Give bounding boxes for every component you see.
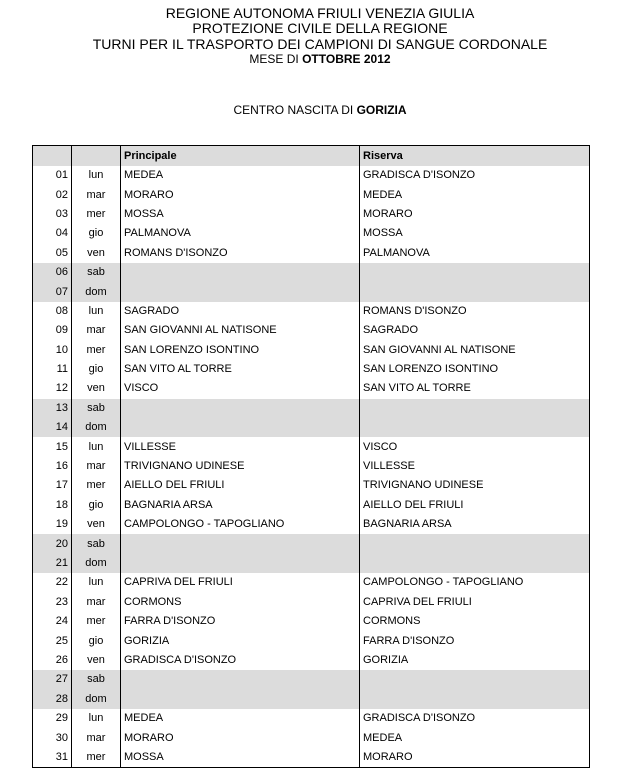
riserva-cell: BAGNARIA ARSA bbox=[363, 518, 452, 531]
table-row bbox=[33, 593, 590, 612]
principale-cell: MOSSA bbox=[121, 205, 360, 224]
weekday-cell: gio bbox=[72, 631, 121, 650]
riserva-cell bbox=[360, 690, 590, 709]
riserva-cell: TRIVIGNANO UDINESE bbox=[363, 479, 484, 492]
day-cell: 05 bbox=[33, 244, 72, 263]
riserva-cell: MEDEA bbox=[363, 731, 403, 744]
principale-cell: CAPRIVA DEL FRIULI bbox=[121, 573, 360, 592]
day-cell: 13 bbox=[33, 399, 72, 418]
day-cell: 16 bbox=[33, 457, 72, 476]
riserva-cell: VISCO bbox=[363, 440, 398, 453]
table-row bbox=[33, 205, 590, 224]
day-cell: 14 bbox=[33, 418, 72, 437]
table-row bbox=[33, 496, 590, 515]
riserva-cell: CORMONS bbox=[363, 615, 421, 628]
principale-cell: PALMANOVA bbox=[121, 224, 360, 243]
day-cell: 03 bbox=[33, 205, 72, 224]
day-cell: 20 bbox=[33, 534, 72, 553]
principale-cell: MEDEA bbox=[121, 709, 360, 728]
day-cell: 23 bbox=[33, 593, 72, 612]
principale-cell bbox=[121, 263, 360, 282]
weekday-cell: mer bbox=[72, 476, 121, 495]
weekday-cell: mer bbox=[72, 748, 121, 768]
day-cell: 24 bbox=[33, 612, 72, 631]
day-cell: 28 bbox=[33, 690, 72, 709]
weekday-cell: gio bbox=[72, 224, 121, 243]
agency-title: PROTEZIONE CIVILE DELLA REGIONE bbox=[192, 20, 448, 36]
riserva-cell: AIELLO DEL FRIULI bbox=[363, 498, 464, 511]
weekday-cell: ven bbox=[72, 515, 121, 534]
weekday-cell: dom bbox=[72, 418, 121, 437]
table-row bbox=[33, 476, 590, 495]
day-cell: 22 bbox=[33, 573, 72, 592]
table-row-weekend bbox=[33, 534, 590, 553]
riserva-cell: SAN GIOVANNI AL NATISONE bbox=[363, 343, 516, 356]
table-row bbox=[33, 224, 590, 243]
day-cell: 18 bbox=[33, 496, 72, 515]
principale-cell: CORMONS bbox=[121, 593, 360, 612]
center-prefix: CENTRO NASCITA DI bbox=[233, 103, 357, 117]
riserva-cell: MORARO bbox=[363, 750, 413, 763]
principale-cell: SAN VITO AL TORRE bbox=[121, 360, 360, 379]
weekday-cell: sab bbox=[72, 263, 121, 282]
principale-cell: FARRA D'ISONZO bbox=[121, 612, 360, 631]
table-row bbox=[33, 631, 590, 650]
day-cell: 01 bbox=[33, 166, 72, 185]
column-header-riserva: Riserva bbox=[360, 146, 590, 167]
weekday-cell: sab bbox=[72, 399, 121, 418]
riserva-cell: SAGRADO bbox=[363, 324, 419, 337]
riserva-cell bbox=[360, 418, 590, 437]
table-row bbox=[33, 379, 590, 398]
table-row-weekend bbox=[33, 418, 590, 437]
day-cell: 10 bbox=[33, 341, 72, 360]
weekday-cell: lun bbox=[72, 166, 121, 185]
principale-cell: AIELLO DEL FRIULI bbox=[121, 476, 360, 495]
table-row bbox=[33, 457, 590, 476]
day-cell: 31 bbox=[33, 748, 72, 768]
weekday-cell: lun bbox=[72, 709, 121, 728]
principale-cell: GORIZIA bbox=[121, 631, 360, 650]
principale-cell: MOSSA bbox=[121, 748, 360, 768]
day-cell: 06 bbox=[33, 263, 72, 282]
riserva-cell: ROMANS D'ISONZO bbox=[363, 304, 467, 317]
column-header-day bbox=[33, 146, 72, 167]
table-row bbox=[33, 360, 590, 379]
center-value: GORIZIA bbox=[356, 103, 407, 117]
shifts-table bbox=[32, 145, 590, 768]
principale-cell: MORARO bbox=[121, 185, 360, 204]
weekday-cell: gio bbox=[72, 496, 121, 515]
day-cell: 15 bbox=[33, 437, 72, 456]
table-row bbox=[33, 748, 590, 768]
table-row-weekend bbox=[33, 399, 590, 418]
principale-cell: TRIVIGNANO UDINESE bbox=[121, 457, 360, 476]
principale-cell: ROMANS D'ISONZO bbox=[121, 244, 360, 263]
day-cell: 29 bbox=[33, 709, 72, 728]
table-row bbox=[33, 302, 590, 321]
table-row bbox=[33, 244, 590, 263]
day-cell: 19 bbox=[33, 515, 72, 534]
weekday-cell: gio bbox=[72, 360, 121, 379]
riserva-cell: SAN LORENZO ISONTINO bbox=[363, 363, 499, 376]
weekday-cell: mer bbox=[72, 205, 121, 224]
day-cell: 30 bbox=[33, 728, 72, 747]
riserva-cell: GRADISCA D'ISONZO bbox=[363, 712, 476, 725]
table-row bbox=[33, 651, 590, 670]
weekday-cell: ven bbox=[72, 379, 121, 398]
table-row bbox=[33, 612, 590, 631]
column-header-weekday bbox=[72, 146, 121, 167]
weekday-cell: mar bbox=[72, 457, 121, 476]
day-cell: 26 bbox=[33, 651, 72, 670]
riserva-cell: GORIZIA bbox=[363, 653, 409, 666]
weekday-cell: mar bbox=[72, 593, 121, 612]
table-row bbox=[33, 573, 590, 592]
weekday-cell: dom bbox=[72, 690, 121, 709]
table-row-weekend bbox=[33, 554, 590, 573]
table-row bbox=[33, 166, 590, 185]
riserva-cell: CAMPOLONGO - TAPOGLIANO bbox=[363, 576, 524, 589]
day-cell: 11 bbox=[33, 360, 72, 379]
weekday-cell: ven bbox=[72, 651, 121, 670]
day-cell: 25 bbox=[33, 631, 72, 650]
principale-cell bbox=[121, 399, 360, 418]
month-heading bbox=[0, 53, 640, 66]
principale-cell bbox=[121, 282, 360, 301]
riserva-cell: GRADISCA D'ISONZO bbox=[363, 169, 476, 182]
principale-cell: VISCO bbox=[121, 379, 360, 398]
principale-cell bbox=[121, 554, 360, 573]
riserva-cell bbox=[360, 534, 590, 553]
weekday-cell: mer bbox=[72, 612, 121, 631]
principale-cell bbox=[121, 534, 360, 553]
weekday-cell: mar bbox=[72, 321, 121, 340]
month-prefix: MESE DI bbox=[249, 52, 303, 66]
riserva-cell: SAN VITO AL TORRE bbox=[363, 382, 471, 395]
table-row-weekend bbox=[33, 263, 590, 282]
principale-cell: SAGRADO bbox=[121, 302, 360, 321]
weekday-cell: mar bbox=[72, 185, 121, 204]
principale-cell: SAN GIOVANNI AL NATISONE bbox=[121, 321, 360, 340]
center-heading bbox=[0, 103, 640, 117]
day-cell: 09 bbox=[33, 321, 72, 340]
weekday-cell: lun bbox=[72, 437, 121, 456]
day-cell: 17 bbox=[33, 476, 72, 495]
principale-cell bbox=[121, 690, 360, 709]
day-cell: 04 bbox=[33, 224, 72, 243]
principale-cell: GRADISCA D'ISONZO bbox=[121, 651, 360, 670]
table-row-weekend bbox=[33, 690, 590, 709]
table-body bbox=[33, 166, 590, 768]
riserva-cell bbox=[360, 263, 590, 282]
principale-cell: VILLESSE bbox=[121, 437, 360, 456]
document-title: TURNI PER IL TRASPORTO DEI CAMPIONI DI SANGUE CORDONALE bbox=[92, 36, 548, 52]
day-cell: 27 bbox=[33, 670, 72, 689]
principale-cell: MEDEA bbox=[121, 166, 360, 185]
riserva-cell: PALMANOVA bbox=[363, 246, 430, 259]
riserva-cell bbox=[360, 399, 590, 418]
table-row bbox=[33, 321, 590, 340]
weekday-cell: lun bbox=[72, 302, 121, 321]
riserva-cell bbox=[360, 554, 590, 573]
principale-cell: SAN LORENZO ISONTINO bbox=[121, 341, 360, 360]
table-row bbox=[33, 341, 590, 360]
region-title: REGIONE AUTONOMA FRIULI VENEZIA GIULIA bbox=[165, 5, 475, 21]
riserva-cell: FARRA D'ISONZO bbox=[363, 634, 455, 647]
riserva-cell: MEDEA bbox=[363, 188, 403, 201]
weekday-cell: sab bbox=[72, 670, 121, 689]
riserva-cell: VILLESSE bbox=[363, 460, 415, 473]
principale-cell: BAGNARIA ARSA bbox=[121, 496, 360, 515]
principale-cell: CAMPOLONGO - TAPOGLIANO bbox=[121, 515, 360, 534]
riserva-cell bbox=[360, 282, 590, 301]
day-cell: 21 bbox=[33, 554, 72, 573]
riserva-cell: MORARO bbox=[363, 207, 413, 220]
table-row bbox=[33, 728, 590, 747]
weekday-cell: dom bbox=[72, 282, 121, 301]
table-row bbox=[33, 437, 590, 456]
principale-cell: MORARO bbox=[121, 728, 360, 747]
weekday-cell: sab bbox=[72, 534, 121, 553]
day-cell: 12 bbox=[33, 379, 72, 398]
column-header-principale: Principale bbox=[121, 146, 360, 167]
weekday-cell: dom bbox=[72, 554, 121, 573]
principale-cell bbox=[121, 670, 360, 689]
riserva-cell bbox=[360, 670, 590, 689]
day-cell: 02 bbox=[33, 185, 72, 204]
table-row-weekend bbox=[33, 670, 590, 689]
month-value: OTTOBRE 2012 bbox=[302, 52, 391, 66]
table-row bbox=[33, 515, 590, 534]
day-cell: 07 bbox=[33, 282, 72, 301]
weekday-cell: mer bbox=[72, 341, 121, 360]
table-row-weekend bbox=[33, 282, 590, 301]
table-header-row bbox=[33, 146, 590, 167]
riserva-cell: CAPRIVA DEL FRIULI bbox=[363, 595, 472, 608]
principale-cell bbox=[121, 418, 360, 437]
weekday-cell: lun bbox=[72, 573, 121, 592]
table-row bbox=[33, 709, 590, 728]
weekday-cell: mar bbox=[72, 728, 121, 747]
table-row bbox=[33, 185, 590, 204]
day-cell: 08 bbox=[33, 302, 72, 321]
weekday-cell: ven bbox=[72, 244, 121, 263]
riserva-cell: MOSSA bbox=[363, 227, 403, 240]
